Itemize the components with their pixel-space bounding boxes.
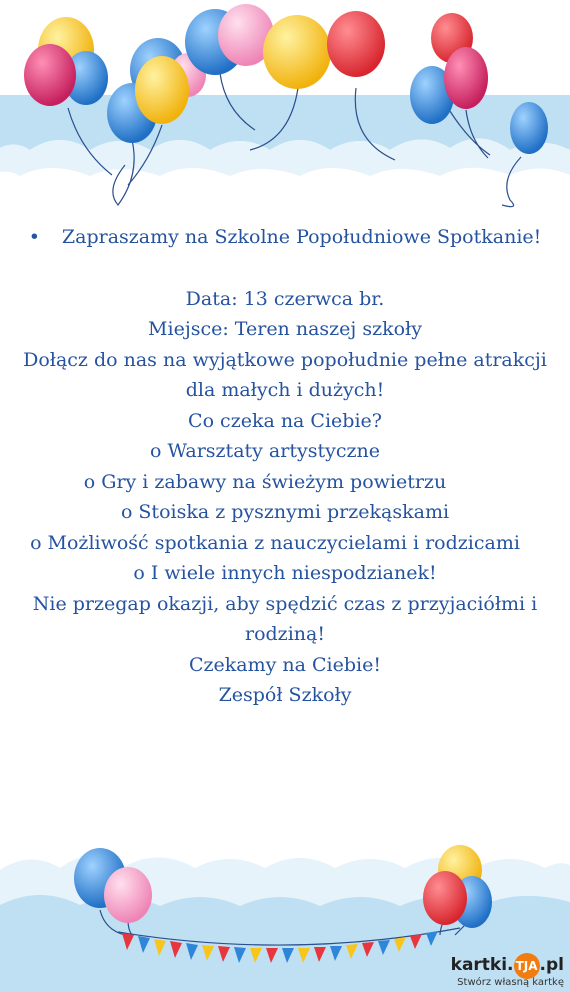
list-item: o Stoiska z pysznymi przekąskami <box>120 501 450 523</box>
logo-badge-icon: TJA <box>514 953 540 979</box>
bottom-balloons-right <box>423 845 492 928</box>
top-balloons-decoration <box>0 0 570 215</box>
list-item: o Warsztaty artystyczne <box>150 440 380 462</box>
logo-wordmark <box>451 953 564 979</box>
spacer <box>0 253 570 284</box>
event-date: Data: 13 czerwca br. <box>185 287 385 310</box>
closing-line-1: Nie przegap okazji, aby spędzić czas z przyjaciółmi i <box>32 592 538 615</box>
list-item: o Możliwość spotkania z nauczycielami i rodzicami <box>30 531 520 554</box>
question-line: Co czeka na Ciebie? <box>188 409 382 432</box>
call-to-action: Czekamy na Ciebie! <box>188 653 381 676</box>
title-text: Zapraszamy na Szkolne Popołudniowe Spotkanie! <box>61 226 542 248</box>
list-item: o I wiele innych niespodzianek! <box>133 562 437 584</box>
site-logo[interactable] <box>451 953 564 988</box>
intro-line-1: Dołącz do nas na wyjątkowe popołudnie pełne atrakcji <box>23 348 547 371</box>
invitation-title <box>0 222 570 253</box>
closing-line-2: rodziną! <box>245 623 325 645</box>
list-item: o Gry i zabawy na świeżym powietrzu <box>83 470 447 493</box>
invitation-text <box>0 222 570 711</box>
logo-text-left: kartki. <box>450 955 514 975</box>
intro-line-2: dla małych i dużych! <box>185 379 385 401</box>
balloon-cluster-center <box>185 4 385 89</box>
event-place: Miejsce: Teren naszej szkoły <box>148 318 422 340</box>
logo-tagline: Stwórz własną kartkę <box>457 977 564 988</box>
title-bullet: • <box>28 226 40 248</box>
signature: Zespół Szkoły <box>218 684 352 706</box>
logo-text-right: .pl <box>539 955 564 975</box>
